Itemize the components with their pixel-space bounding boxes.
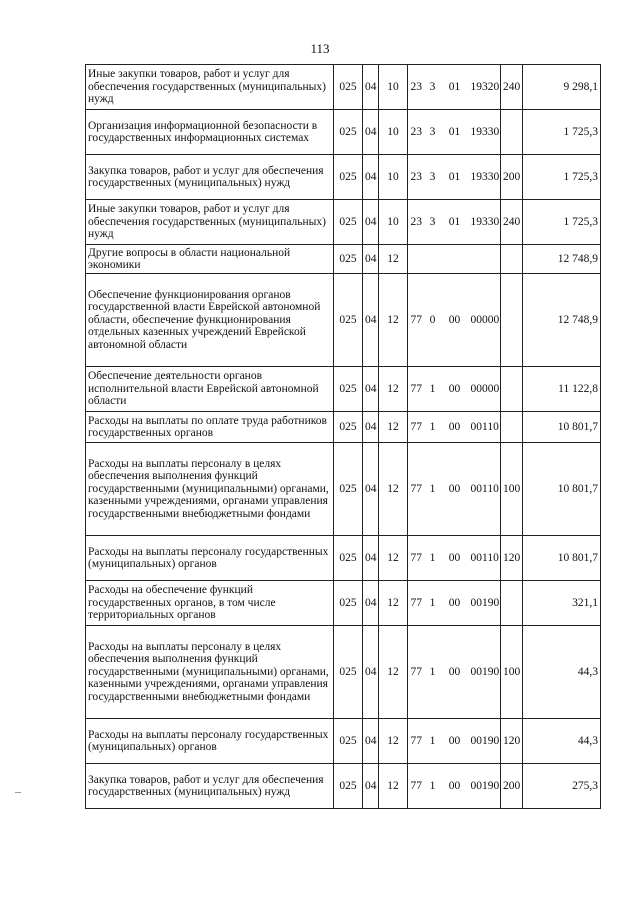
row-target-event: 01 [441, 110, 469, 155]
table-row [86, 412, 601, 443]
row-target-subprogram: 1 [425, 626, 441, 719]
row-amount: 1 725,3 [523, 110, 601, 155]
row-target-subprogram: 3 [425, 200, 441, 245]
row-target-event: 00 [441, 443, 469, 536]
row-subsection-code: 12 [379, 443, 408, 536]
row-target-program: 77 [408, 367, 425, 412]
row-ved-code: 025 [334, 536, 363, 581]
margin-mark [15, 792, 21, 793]
row-target-direction: 19320 [469, 65, 501, 110]
row-section-code: 04 [363, 536, 379, 581]
row-target-direction: 00110 [469, 536, 501, 581]
row-subsection-code: 12 [379, 367, 408, 412]
row-target-program: 23 [408, 65, 425, 110]
row-section-code: 04 [363, 443, 379, 536]
row-ved-code: 025 [334, 65, 363, 110]
row-target-subprogram: 1 [425, 367, 441, 412]
table-row [86, 367, 601, 412]
row-target-direction: 19330 [469, 200, 501, 245]
row-subsection-code: 12 [379, 412, 408, 443]
table-row [86, 155, 601, 200]
row-name: Закупка товаров, работ и услуг для обеспечения государственных (муниципальных) нужд [86, 155, 334, 200]
row-ved-code: 025 [334, 200, 363, 245]
row-target-program: 77 [408, 719, 425, 764]
table-row [86, 274, 601, 367]
row-name: Расходы на выплаты персоналу государственных (муниципальных) органов [86, 719, 334, 764]
table-row [86, 626, 601, 719]
row-amount: 10 801,7 [523, 536, 601, 581]
row-target-event: 01 [441, 65, 469, 110]
row-ved-code: 025 [334, 274, 363, 367]
row-amount: 10 801,7 [523, 412, 601, 443]
row-amount: 44,3 [523, 719, 601, 764]
row-subsection-code: 12 [379, 581, 408, 626]
row-name: Обеспечение деятельности органов исполнительной власти Еврейской автономной области [86, 367, 334, 412]
row-target-program: 77 [408, 536, 425, 581]
row-section-code: 04 [363, 764, 379, 809]
row-ved-code: 025 [334, 412, 363, 443]
row-section-code: 04 [363, 367, 379, 412]
row-target-subprogram: 3 [425, 65, 441, 110]
row-target-subprogram: 1 [425, 719, 441, 764]
row-name: Расходы на выплаты по оплате труда работников государственных органов [86, 412, 334, 443]
table-body [86, 65, 601, 809]
row-target-direction: 00000 [469, 274, 501, 367]
row-target-direction: 00000 [469, 367, 501, 412]
row-target-program: 77 [408, 626, 425, 719]
row-target-subprogram: 1 [425, 536, 441, 581]
row-section-code: 04 [363, 65, 379, 110]
row-subsection-code: 12 [379, 274, 408, 367]
row-target-event: 01 [441, 155, 469, 200]
row-amount: 1 725,3 [523, 155, 601, 200]
row-subsection-code: 10 [379, 110, 408, 155]
row-expense-type [501, 110, 523, 155]
row-amount: 12 748,9 [523, 274, 601, 367]
row-expense-type: 120 [501, 536, 523, 581]
row-target-event [441, 245, 469, 274]
table-row [86, 719, 601, 764]
row-section-code: 04 [363, 200, 379, 245]
row-target-direction: 19330 [469, 155, 501, 200]
row-section-code: 04 [363, 581, 379, 626]
row-subsection-code: 12 [379, 626, 408, 719]
row-subsection-code: 10 [379, 155, 408, 200]
row-name: Закупка товаров, работ и услуг для обеспечения государственных (муниципальных) нужд [86, 764, 334, 809]
row-expense-type [501, 274, 523, 367]
row-name: Расходы на обеспечение функций государственных органов, в том числе территориальных органов [86, 581, 334, 626]
row-target-event: 00 [441, 274, 469, 367]
row-expense-type [501, 412, 523, 443]
row-target-event: 00 [441, 536, 469, 581]
row-expense-type: 100 [501, 443, 523, 536]
row-target-subprogram: 1 [425, 443, 441, 536]
row-target-direction: 00190 [469, 626, 501, 719]
row-target-program: 77 [408, 412, 425, 443]
row-target-direction: 00190 [469, 764, 501, 809]
row-section-code: 04 [363, 245, 379, 274]
row-expense-type [501, 581, 523, 626]
row-target-subprogram: 0 [425, 274, 441, 367]
row-name: Расходы на выплаты персоналу в целях обеспечения выполнения функций государственными (муниципальными) органами, казенными учреждениями, органами управления государственными внебюджетными фондами [86, 626, 334, 719]
table-row [86, 764, 601, 809]
row-subsection-code: 12 [379, 719, 408, 764]
table-row [86, 245, 601, 274]
row-amount: 12 748,9 [523, 245, 601, 274]
row-target-event: 00 [441, 367, 469, 412]
row-target-event: 00 [441, 581, 469, 626]
row-target-direction [469, 245, 501, 274]
row-subsection-code: 10 [379, 65, 408, 110]
row-target-subprogram: 1 [425, 581, 441, 626]
row-target-event: 00 [441, 719, 469, 764]
row-amount: 10 801,7 [523, 443, 601, 536]
row-target-subprogram: 1 [425, 412, 441, 443]
row-name: Организация информационной безопасности в государственных информационных системах [86, 110, 334, 155]
row-name: Обеспечение функционирования органов государственной власти Еврейской автономной области, обеспечение функционирования отдельных казенных учреждений Еврейской автономной области [86, 274, 334, 367]
row-expense-type: 240 [501, 200, 523, 245]
table-row [86, 443, 601, 536]
row-target-program [408, 245, 425, 274]
table-row [86, 536, 601, 581]
row-section-code: 04 [363, 155, 379, 200]
row-target-direction: 00110 [469, 412, 501, 443]
row-section-code: 04 [363, 274, 379, 367]
row-section-code: 04 [363, 412, 379, 443]
row-expense-type: 120 [501, 719, 523, 764]
row-section-code: 04 [363, 626, 379, 719]
row-target-direction: 00190 [469, 581, 501, 626]
row-subsection-code: 12 [379, 245, 408, 274]
budget-table [85, 64, 601, 809]
row-target-event: 00 [441, 764, 469, 809]
row-target-event: 00 [441, 412, 469, 443]
row-target-program: 77 [408, 581, 425, 626]
row-target-program: 77 [408, 764, 425, 809]
row-amount: 44,3 [523, 626, 601, 719]
row-subsection-code: 10 [379, 200, 408, 245]
row-expense-type: 200 [501, 155, 523, 200]
row-target-direction: 00110 [469, 443, 501, 536]
row-target-subprogram: 3 [425, 110, 441, 155]
row-section-code: 04 [363, 719, 379, 764]
row-target-program: 23 [408, 110, 425, 155]
row-ved-code: 025 [334, 581, 363, 626]
row-expense-type: 240 [501, 65, 523, 110]
row-expense-type [501, 245, 523, 274]
row-ved-code: 025 [334, 626, 363, 719]
row-ved-code: 025 [334, 110, 363, 155]
row-name: Другие вопросы в области национальной экономики [86, 245, 334, 274]
row-target-subprogram: 3 [425, 155, 441, 200]
row-target-program: 77 [408, 443, 425, 536]
row-ved-code: 025 [334, 155, 363, 200]
row-name: Иные закупки товаров, работ и услуг для обеспечения государственных (муниципальных) нужд [86, 65, 334, 110]
row-name: Расходы на выплаты персоналу в целях обеспечения выполнения функций государственными (муниципальными) органами, казенными учреждениями, органами управления государственными внебюджетными фондами [86, 443, 334, 536]
row-name: Расходы на выплаты персоналу государственных (муниципальных) органов [86, 536, 334, 581]
row-ved-code: 025 [334, 367, 363, 412]
row-expense-type [501, 367, 523, 412]
row-target-direction: 19330 [469, 110, 501, 155]
row-target-direction: 00190 [469, 719, 501, 764]
row-target-program: 23 [408, 155, 425, 200]
row-amount: 11 122,8 [523, 367, 601, 412]
page-number: 113 [310, 41, 330, 56]
row-ved-code: 025 [334, 719, 363, 764]
row-name: Иные закупки товаров, работ и услуг для обеспечения государственных (муниципальных) нужд [86, 200, 334, 245]
row-amount: 1 725,3 [523, 200, 601, 245]
row-amount: 275,3 [523, 764, 601, 809]
row-target-event: 00 [441, 626, 469, 719]
row-ved-code: 025 [334, 245, 363, 274]
row-target-program: 77 [408, 274, 425, 367]
row-ved-code: 025 [334, 443, 363, 536]
table-row [86, 200, 601, 245]
row-amount: 321,1 [523, 581, 601, 626]
table-row [86, 110, 601, 155]
row-target-program: 23 [408, 200, 425, 245]
row-section-code: 04 [363, 110, 379, 155]
row-target-event: 01 [441, 200, 469, 245]
row-expense-type: 200 [501, 764, 523, 809]
table-row [86, 65, 601, 110]
row-amount: 9 298,1 [523, 65, 601, 110]
row-ved-code: 025 [334, 764, 363, 809]
table-row [86, 581, 601, 626]
row-subsection-code: 12 [379, 536, 408, 581]
row-subsection-code: 12 [379, 764, 408, 809]
row-target-subprogram [425, 245, 441, 274]
row-expense-type: 100 [501, 626, 523, 719]
row-target-subprogram: 1 [425, 764, 441, 809]
